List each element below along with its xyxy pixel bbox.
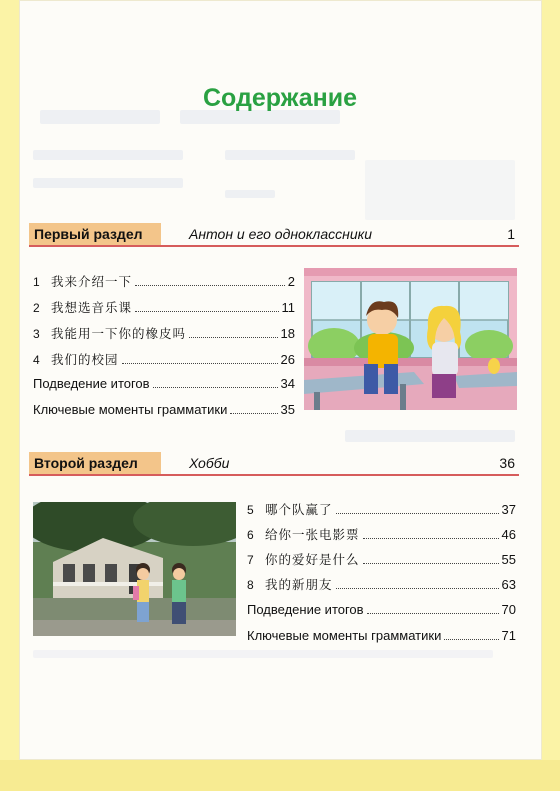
- bottom-band: [0, 760, 560, 791]
- dot-leader: [363, 538, 499, 539]
- entry-page: 46: [501, 527, 516, 542]
- entry-page: 70: [501, 602, 516, 617]
- entry-title: 哪个队赢了: [265, 502, 333, 517]
- entry-title: 我想选音乐课: [51, 300, 133, 315]
- entry-title: Ключевые моменты грамматики: [247, 628, 442, 643]
- classroom-illustration: [304, 268, 517, 410]
- section-topic: Хобби: [189, 455, 230, 471]
- section-header-2: [29, 452, 519, 476]
- entry-title: 我们的校园: [51, 352, 119, 367]
- bleed-through-shape: [33, 178, 183, 188]
- entry-number: 2: [33, 301, 40, 315]
- entry-page: 34: [280, 376, 295, 391]
- section-label: Первый раздел: [29, 223, 161, 245]
- section-topic: Антон и его одноклассники: [189, 226, 373, 242]
- entry-title: Ключевые моменты грамматики: [33, 402, 228, 417]
- page-title: Содержание: [202, 84, 358, 112]
- bleed-through-shape: [33, 650, 493, 658]
- entry-page: 11: [281, 300, 295, 315]
- entry-number: 6: [247, 528, 254, 542]
- toc-entry[interactable]: [33, 324, 295, 344]
- entry-page: 71: [501, 628, 516, 643]
- bleed-through-shape: [365, 160, 515, 220]
- entry-title: Подведение итогов: [247, 602, 364, 617]
- entry-page: 2: [287, 274, 295, 289]
- dot-leader: [135, 311, 278, 312]
- entry-title: 我能用一下你的橡皮吗: [51, 326, 187, 341]
- toc-entry[interactable]: [33, 400, 295, 420]
- section-header-1: [29, 223, 519, 247]
- toc-entry[interactable]: [33, 272, 295, 292]
- dot-leader: [367, 613, 499, 614]
- dot-leader: [336, 513, 499, 514]
- entry-title: 我来介绍一下: [51, 274, 133, 289]
- entry-number: 3: [33, 327, 40, 341]
- dot-leader: [135, 285, 285, 286]
- toc-entry[interactable]: [247, 626, 516, 646]
- toc-entry[interactable]: [247, 525, 516, 545]
- entry-page: 37: [501, 502, 516, 517]
- entry-title: 我的新朋友: [265, 577, 333, 592]
- dot-leader: [336, 588, 499, 589]
- entry-number: 7: [247, 553, 254, 567]
- entry-title: 给你一张电影票: [265, 527, 360, 542]
- entry-title: 你的爱好是什么: [265, 552, 360, 567]
- dot-leader: [189, 337, 278, 338]
- entry-number: 1: [33, 275, 40, 289]
- entry-number: 4: [33, 353, 40, 367]
- entry-page: 18: [280, 326, 295, 341]
- dot-leader: [363, 563, 499, 564]
- toc-entry[interactable]: [247, 600, 516, 620]
- entry-number: 5: [247, 503, 254, 517]
- entry-title: Подведение итогов: [33, 376, 150, 391]
- section-page-number: 1: [507, 226, 515, 242]
- bleed-through-shape: [225, 190, 275, 198]
- bleed-through-shape: [33, 150, 183, 160]
- section-page-number: 36: [499, 455, 515, 471]
- bleed-through-shape: [225, 150, 355, 160]
- toc-entry[interactable]: [247, 550, 516, 570]
- toc-entry[interactable]: [247, 500, 516, 520]
- toc-entry[interactable]: [33, 374, 295, 394]
- bleed-through-shape: [345, 430, 515, 442]
- toc-entry[interactable]: [33, 298, 295, 318]
- entry-page: 26: [280, 352, 295, 367]
- dot-leader: [153, 387, 278, 388]
- entry-page: 35: [280, 402, 295, 417]
- entry-page: 55: [501, 552, 516, 567]
- dot-leader: [122, 363, 278, 364]
- toc-entry[interactable]: [33, 350, 295, 370]
- entry-number: 8: [247, 578, 254, 592]
- section-label: Второй раздел: [29, 452, 161, 474]
- house-illustration: [33, 502, 236, 636]
- dot-leader: [230, 413, 277, 414]
- dot-leader: [444, 639, 498, 640]
- entry-page: 63: [501, 577, 516, 592]
- toc-entry[interactable]: [247, 575, 516, 595]
